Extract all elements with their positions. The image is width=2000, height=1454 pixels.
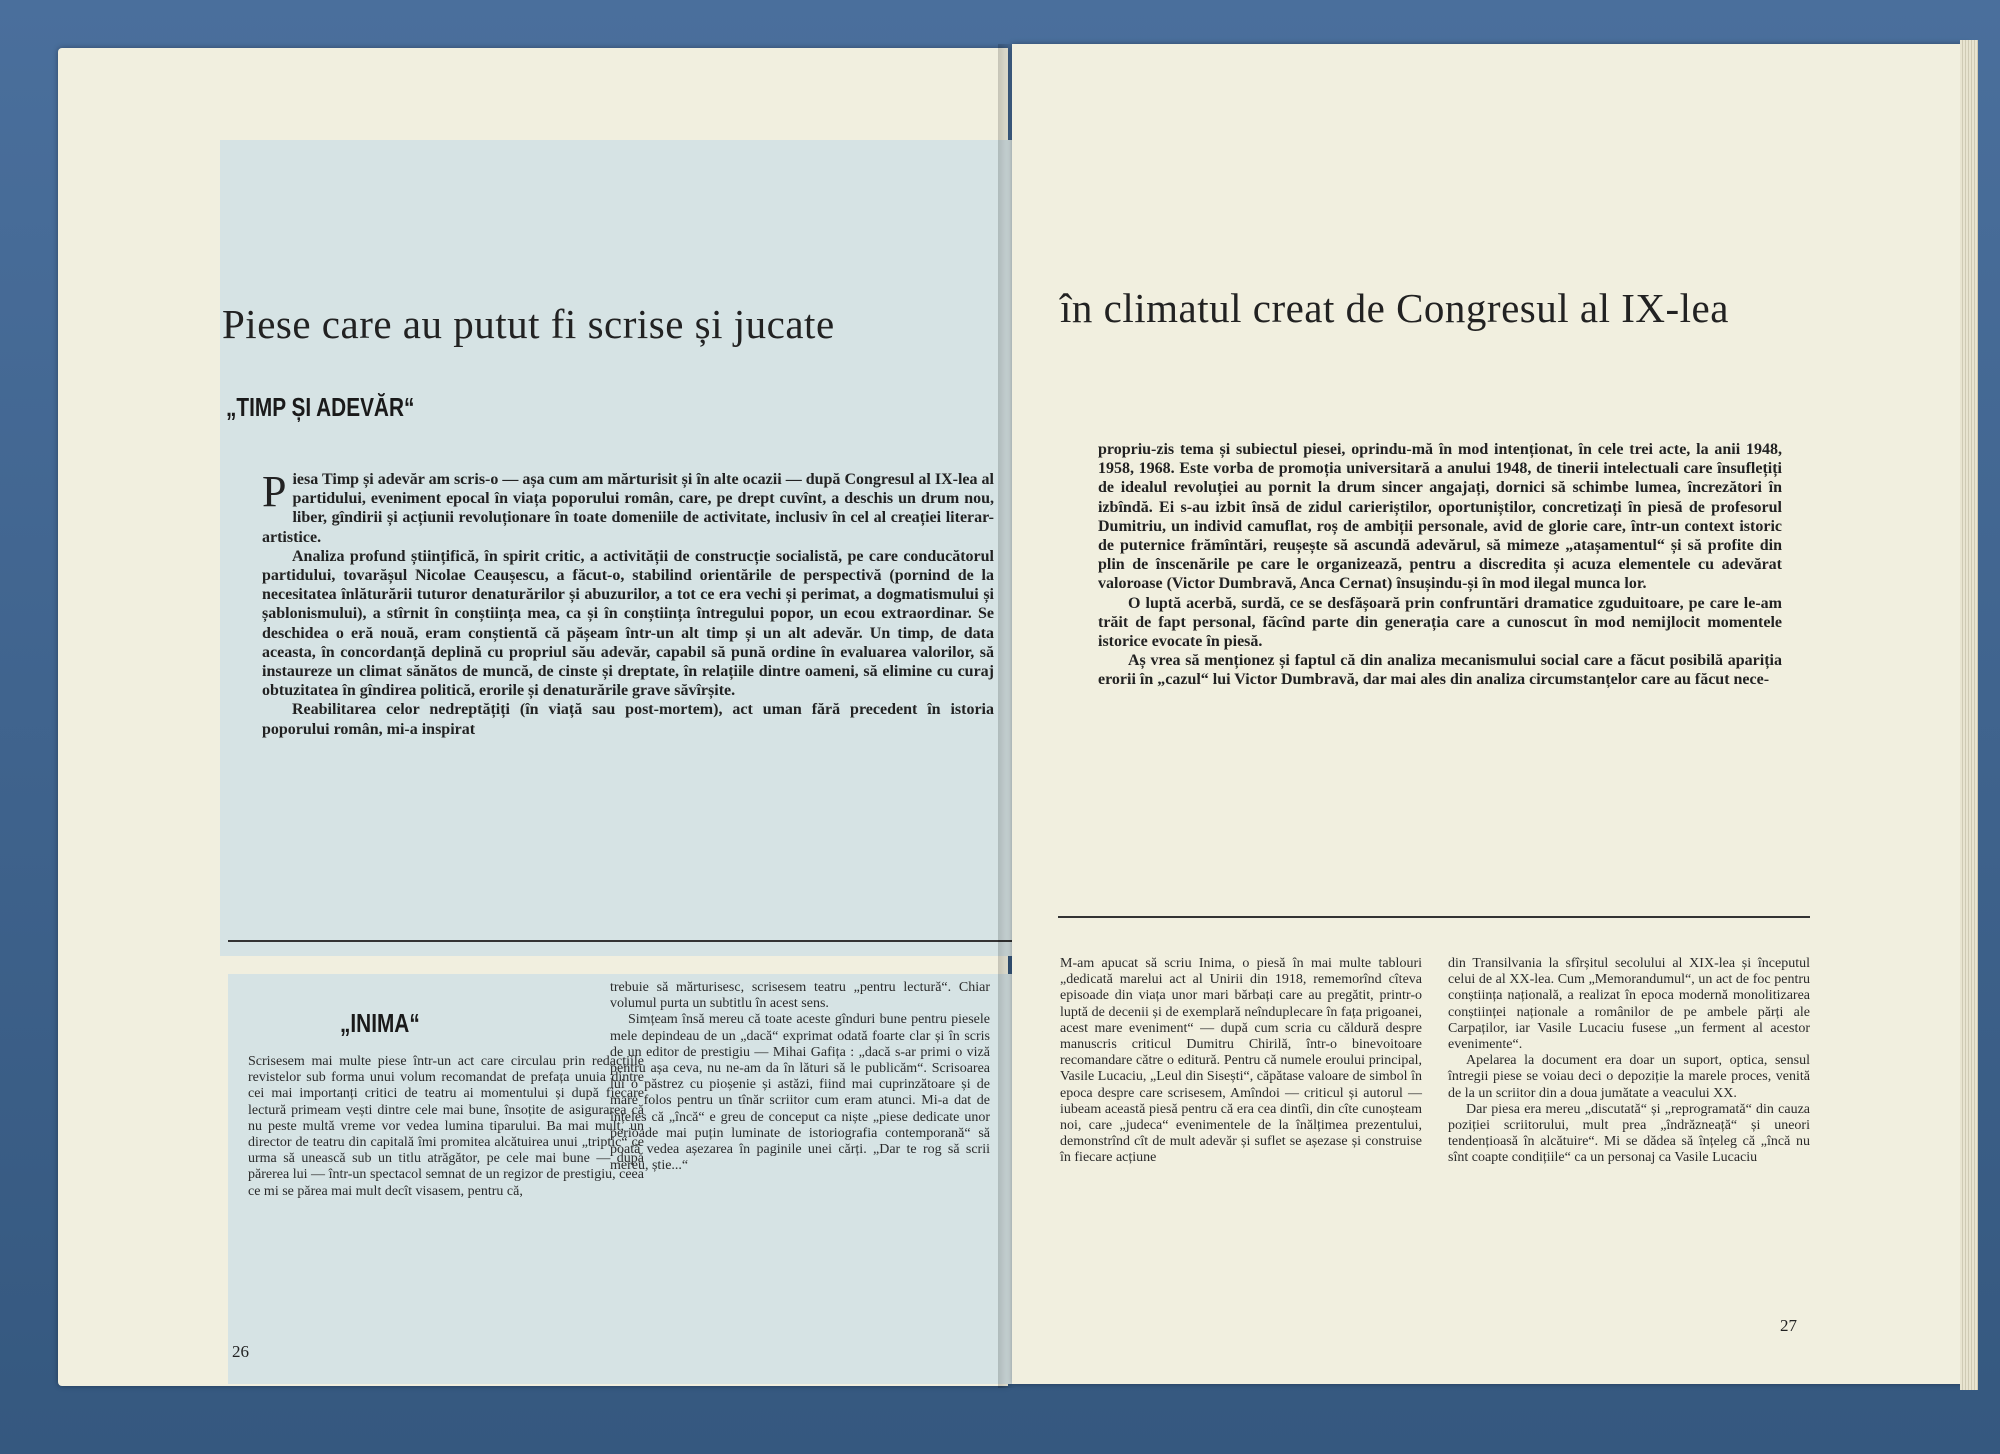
paragraph: iesa Timp și adevăr am scris-o — așa cum am mărturisit și în alte ocazii — după Congresul al IX-lea al partidului, eveniment epocal în viața poporului român, care, pe drept cuvînt, a deschis un drum nou, liber, gîndirii și acțiunii revoluționare în toate domeniile de activitate, inclusiv în cel al creației literar-artistice. [262, 471, 994, 546]
right-page [1012, 44, 1970, 1384]
inima-column-2 [610, 980, 990, 1174]
paragraph: Scrisesem mai multe piese într-un act care circulau prin redacțiile revistelor sub forma unui volum recomandat de prefața unuia dintre cei mai importanți critici de teatru ai momentului și după fiecare lectură primeam vești dintre cele mai bune, însoțite de asigurarea că nu peste multă vreme vor vedea lumina tiparului. Ba mai mult, un director de teatru din capitală îmi promitea alcătuirea unui „triptic“ ce urma să unească sub un titlu atrăgător, pe cele mai bune — după părerea lui — într-un spectacol semnat de un regizor de prestigiu, ceea ce mi se părea mai mult decît visasem, pentru că, [248, 1054, 644, 1199]
page-number: 26 [232, 1342, 249, 1361]
drop-cap: P [262, 467, 287, 516]
paragraph: trebuie să mărturisesc, scrisesem teatru „pentru lectură“. Chiar volumul purta un subtitlu în acest sens. [610, 980, 990, 1012]
paragraph: O luptă acerbă, surdă, ce se desfășoară prin confruntări dramatice zguduitoare, pe care le-am trăit de fapt personal, făcînd parte din generația care a cunoscut în mod nemijlocit momentele istorice evocate în piesă. [1098, 594, 1782, 651]
page-number: 27 [1780, 1316, 1797, 1335]
paragraph: Simțeam însă mereu că toate aceste gînduri bune pentru piesele mele depindeau de un „dacă“ exprimat odată foarte clar și în scris de un editor de prestigiu — Mihai Gafița : „dacă s-ar primi o viză pentru așa ceva, nu ne-am da în lături să le publicăm“. Scrisoarea lui o păstrez cu pioșenie și astăzi, fiind mai cuprinzătoare și de mare folos pentru un tînăr scriitor cum eram atunci. Mi-a dat de înțeles că „încă“ e greu de conceput ca niște „piese dedicate unor perioade mai puțin luminate de istoriografia contemporană“ să poată vedea așezarea în paginile unei cărți. „Dar te rog să scrii mereu, știe...“ [610, 1012, 990, 1174]
paragraph: Aș vrea să menționez și faptul că din analiza mecanismului social care a făcut posibilă apariția erorii în „cazul“ lui Victor Dumbravă, dar mai ales din analiza circumstanțelor care au făcut nece- [1098, 652, 1782, 689]
section-body-timp-si-adevar [262, 467, 994, 739]
section-title-inima: „INIMA“ [340, 1008, 420, 1038]
inima-column-1 [248, 1054, 644, 1200]
left-page [58, 48, 1008, 1386]
right-headline: în climatul creat de Congresul al IX-lea [1060, 285, 1729, 331]
inima-column-4 [1448, 956, 1810, 1167]
right-body [1098, 440, 1782, 690]
section-divider [228, 940, 1036, 942]
paragraph: Apelarea la document era doar un suport, optica, sensul întregii piese se voiau deci o depoziție la marele proces, venită de la un scriitor din a doua jumătate a veacului XX. [1448, 1053, 1810, 1101]
paragraph: propriu-zis tema și subiectul piesei, oprindu-mă în mod intenționat, în cele trei acte, la anii 1948, 1958, 1968. Este vorba de promoția universitară a anului 1948, de tinerii intelectuali care însuflețiți de idealul revoluției au pornit la drum sincer angajați, dornici să schimbe lumea, încrezători în izbîndă. Ei s-au izbit însă de zidul carieriștilor, oportuniștilor, concretizați în piesă de profesorul Dumitriu, un individ camuflat, roș de ambiții personale, avid de glorie care, într-un context istoric de puternice frămîntări, reușește să ascundă adevărul, să mimeze „atașamentul“ și să profite din plin de înscenările pe care le organizează, pentru a discredita și acuza elementele cu adevărat valoroase (Victor Dumbravă, Anca Cernat) însușindu-și în mod ilegal munca lor. [1098, 441, 1782, 593]
paragraph: Analiza profund științifică, în spirit critic, a activității de construcție socialistă, pe care conducătorul partidului, tovarășul Nicolae Ceaușescu, a făcut-o, stabilind orientările de perspectivă (pornind de la necesitatea înlăturării tuturor denaturărilor și abuzurilor, a tot ce era vechi și perimat, a dogmatismului și șablonismului), a stîrnit în conștiința mea, ca și în conștiința întregului popor, un ecou extraordinar. Se deschidea o eră nouă, eram conștientă că pășeam într-un alt timp și un alt adevăr. Un timp, de data aceasta, în concordanță deplină cu propriul său adevăr, capabil să pună ordine în evaluarea valorilor, să instaureze un climat sănătos de muncă, de cinste și dreptate, în relațiile dintre oameni, să elimine cu curaj obtuzitatea în gîndirea politică, erorile și denaturările grave săvîrșite. [262, 547, 994, 700]
paragraph: M-am apucat să scriu Inima, o piesă în mai multe tablouri „dedicată marelui act al Unirii din 1918, rememorînd cîteva episoade din viața unor mari bărbați care au pregătit, printr-o luptă de decenii și de exemplară neînduplecare în fața prigoanei, acest mare eveniment“ — după cum scria cu căldură despre manuscris criticul Dumitru Chirilă, într-o binevoitoare recomandare către o editură. Pentru că numele eroului principal, Vasile Lucaciu, „Leul din Sisești“, căpătase valoare de simbol în epoca despre care scrisesem, Amîndoi — criticul și autorul — iubeam această piesă pentru că era cea dintîi, din cîte cunoșteam noi, care „judeca“ evenimentele de la înălțimea prezentului, demonstrînd cît de mult adevăr și suflet se așezase și construise în fiecare acțiune [1060, 956, 1422, 1166]
inima-column-3 [1060, 956, 1422, 1167]
page-edges [1960, 40, 1978, 1390]
paragraph: din Transilvania la sfîrșitul secolului al XIX-lea și începutul celui de al XX-lea. Cum „Memorandumul“, un act de foc pentru conștiința națională, a realizat în epoca modernă monolitizarea conștiinței naționale a românilor de pe ambele părți ale Carpaților, iar Vasile Lucaciu fusese „un ferment al acestor evenimente“. [1448, 956, 1810, 1053]
paragraph: Dar piesa era mereu „discutată“ și „reprogramată“ din cauza poziției scriitorului, mult prea „îndrăzneață“ și uneori tendențioasă în alcătuire“. Mi se dădea să înțeleg că „încă nu sînt coapte condițiile“ ca un personaj ca Vasile Lucaciu [1448, 1101, 1810, 1166]
left-headline: Piese care au putut fi scrise și jucate [222, 301, 835, 347]
paragraph: Reabilitarea celor nedreptățiți (în viață sau post-mortem), act uman fără precedent în istoria poporului român, mi-a inspirat [262, 701, 994, 738]
section-divider [1058, 916, 1810, 918]
section-title-timp-si-adevar: „TIMP ȘI ADEVĂR“ [226, 392, 415, 422]
